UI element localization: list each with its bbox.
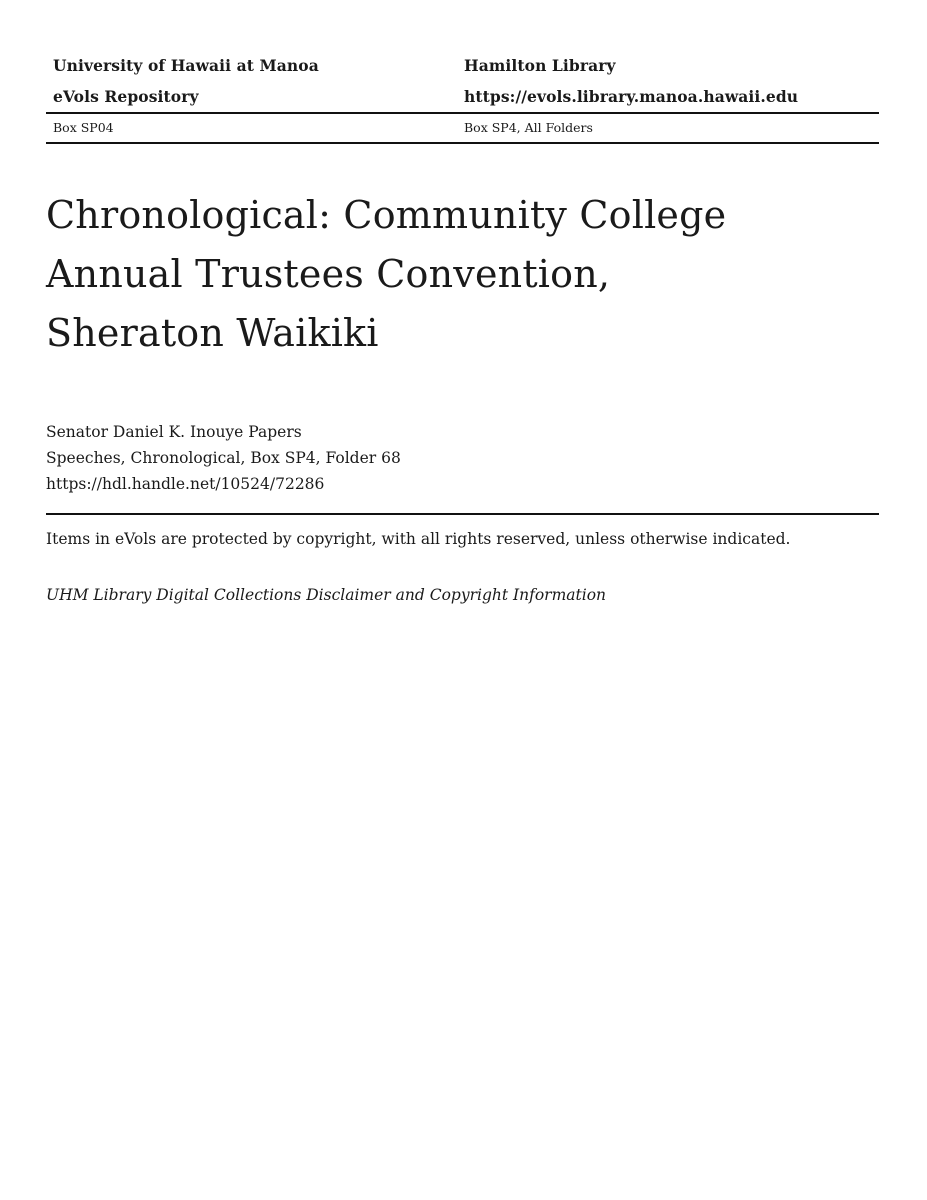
box-id-right: Box SP4, All Folders	[464, 120, 593, 135]
repository-name: eVols Repository	[53, 87, 199, 106]
document-metadata	[46, 419, 879, 497]
section-divider	[46, 513, 879, 515]
repository-header	[46, 50, 879, 144]
header-row-box	[46, 114, 879, 142]
library-name: Hamilton Library	[464, 56, 616, 75]
document-title	[46, 186, 879, 363]
rights-statement: Items in eVols are protected by copyright, with all rights reserved, unless otherwise indicated.	[46, 530, 791, 548]
disclaimer-link[interactable]: UHM Library Digital Collections Disclaimer and Copyright Information	[46, 586, 607, 604]
header-row-repository	[46, 81, 879, 112]
repository-url[interactable]: https://evols.library.manoa.hawaii.edu	[464, 87, 799, 106]
institution-name: University of Hawaii at Manoa	[53, 56, 319, 75]
title-line-3: Sheraton Waikiki	[46, 311, 379, 355]
header-row-institution	[46, 50, 879, 81]
box-id-left: Box SP04	[53, 120, 114, 135]
header-divider-bottom	[46, 142, 879, 144]
series-location: Speeches, Chronological, Box SP4, Folder 68	[46, 449, 401, 467]
handle-link[interactable]: https://hdl.handle.net/10524/72286	[46, 475, 325, 493]
title-line-2: Annual Trustees Convention,	[46, 252, 611, 296]
collection-name: Senator Daniel K. Inouye Papers	[46, 423, 302, 441]
title-line-1: Chronological: Community College	[46, 193, 727, 237]
